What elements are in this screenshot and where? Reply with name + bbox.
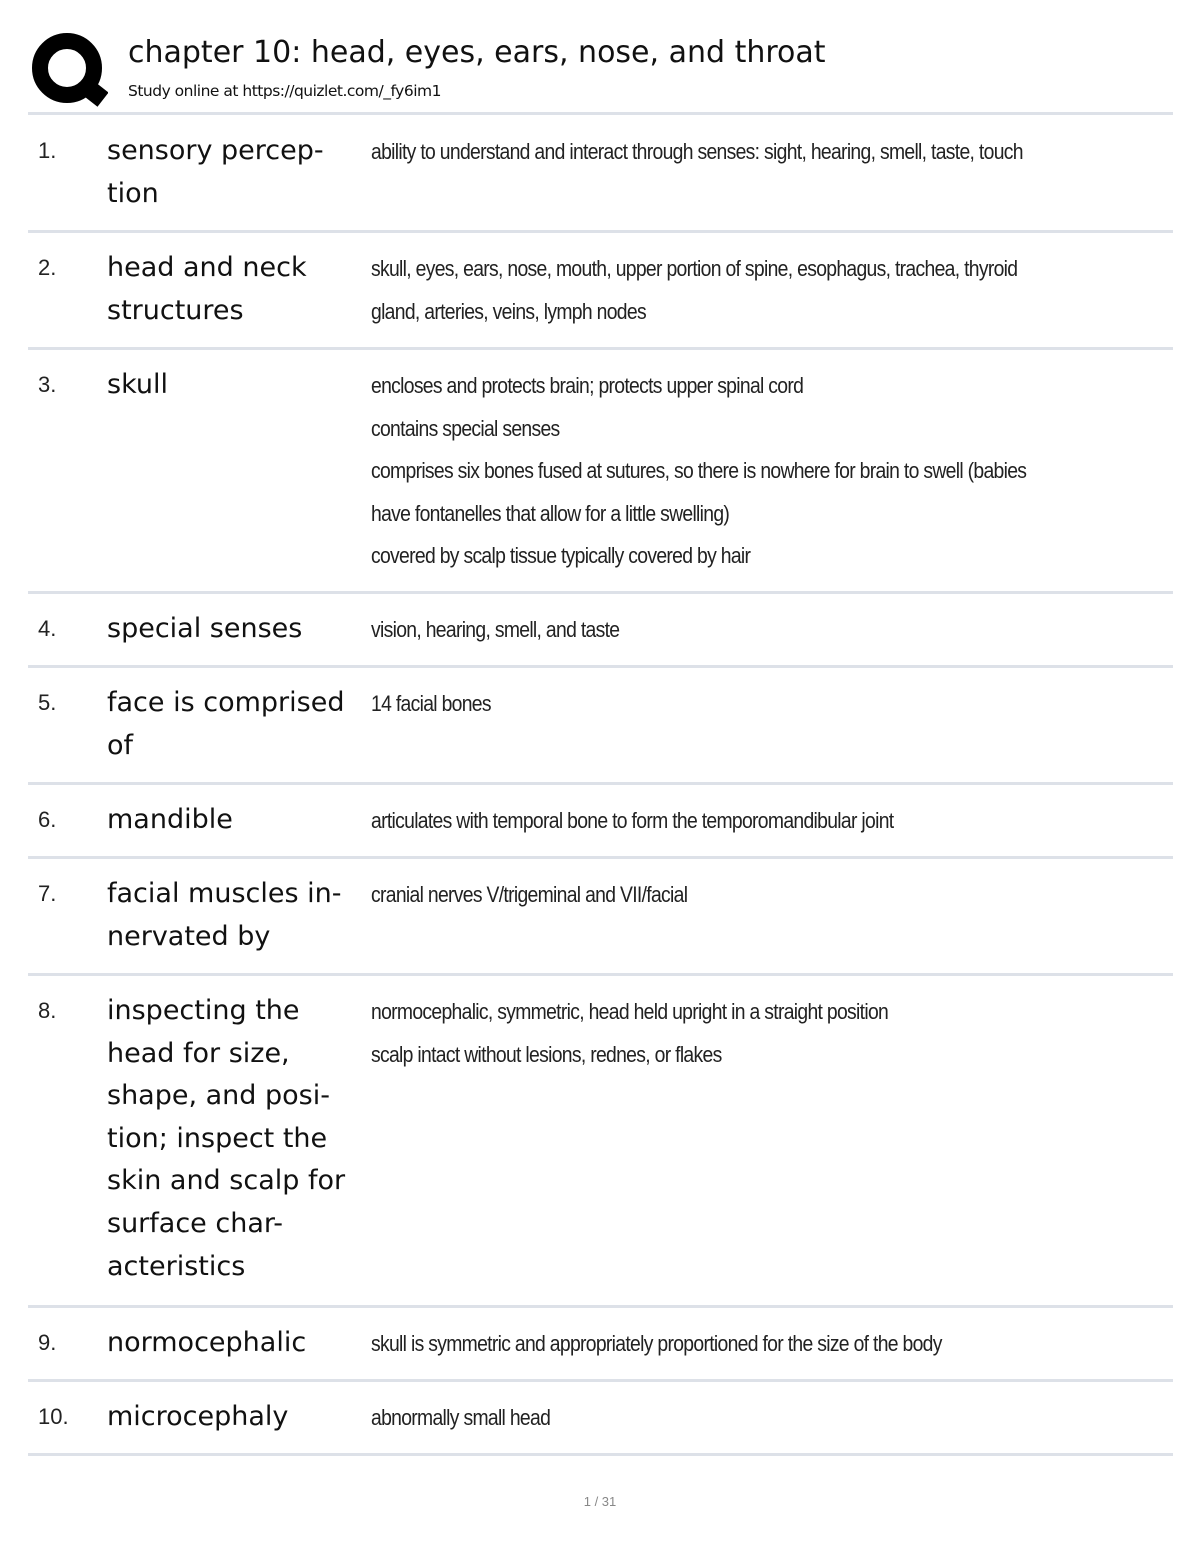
card-term: head and neck structures: [107, 252, 307, 326]
definition-line: comprises six bones fused at sutures, so there is nowhere for brain to swell (babies have fontanelles that allow for a little swelling): [371, 458, 1027, 526]
flashcard-row: [28, 1382, 1173, 1456]
card-number: 4.: [38, 616, 57, 641]
definition-line: skull is symmetric and appropriately proportioned for the size of the body: [371, 1331, 942, 1356]
flashcard-row: [28, 116, 1173, 233]
card-number: 8.: [38, 998, 57, 1023]
card-term: microcephaly: [107, 1401, 289, 1432]
definition-line: scalp intact without lesions, rednes, or flakes: [371, 1041, 722, 1067]
definition-line: ability to understand and interact through senses: sight, hearing, smell, taste, touch: [371, 139, 1023, 164]
card-number: 2.: [38, 255, 57, 280]
flashcard-row: [28, 976, 1173, 1308]
card-definition: [371, 364, 1061, 578]
card-term: sensory percep- tion: [107, 135, 324, 209]
card-definition: [371, 799, 1061, 843]
definition-line: vision, hearing, smell, and taste: [371, 617, 620, 642]
quizlet-logo-icon: [30, 30, 108, 108]
card-definition: [371, 1396, 1061, 1440]
card-term: face is comprised of: [107, 687, 345, 761]
card-definition: [371, 990, 1061, 1076]
card-definition: [371, 682, 1061, 726]
card-number: 5.: [38, 690, 57, 715]
study-online-line: [128, 78, 441, 104]
card-term: mandible: [107, 804, 233, 835]
definition-line: 14 facial bones: [371, 691, 491, 716]
card-number: 10.: [38, 1404, 69, 1429]
card-number: 1.: [38, 138, 57, 163]
definition-line: skull, eyes, ears, nose, mouth, upper portion of spine, esophagus, trachea, thyroid gland, arteries, veins, lymph nodes: [371, 256, 1018, 324]
flashcard-row: [28, 1308, 1173, 1382]
definition-line: cranial nerves V/trigeminal and VII/facial: [371, 882, 688, 907]
page-title: chapter 10: head, eyes, ears, nose, and throat: [128, 35, 826, 70]
flashcard-row: [28, 785, 1173, 859]
card-term: facial muscles in- nervated by: [107, 878, 342, 952]
card-term: inspecting the head for size, shape, and posi- tion; inspect the skin and scalp for surface char- acteristics: [107, 995, 346, 1282]
card-definition: [371, 873, 1061, 917]
definition-line: normocephalic, symmetric, head held upright in a straight position: [371, 999, 889, 1024]
definition-line: abnormally small head: [371, 1405, 551, 1430]
card-number: 3.: [38, 372, 57, 397]
flashcard-row: [28, 668, 1173, 785]
study-online-link[interactable]: https://quizlet.com/_fy6im1: [242, 82, 441, 100]
card-term: special senses: [107, 613, 303, 644]
page-header: [30, 30, 1172, 114]
flashcard-row: [28, 350, 1173, 594]
card-term: skull: [107, 369, 168, 400]
card-definition: [371, 247, 1061, 333]
card-definition: [371, 130, 1061, 174]
flashcard-row: [28, 594, 1173, 668]
card-number: 9.: [38, 1330, 57, 1355]
definition-line: covered by scalp tissue typically covered by hair: [371, 543, 751, 569]
flashcard-row: [28, 859, 1173, 976]
page-number: 1 / 31: [583, 1494, 617, 1509]
definition-line: articulates with temporal bone to form the temporomandibular joint: [371, 808, 894, 833]
flashcard-list: [28, 116, 1173, 1456]
card-definition: [371, 608, 1061, 652]
definition-line: encloses and protects brain; protects upper spinal cord: [371, 373, 804, 398]
header-divider: [28, 112, 1173, 115]
card-number: 6.: [38, 807, 57, 832]
card-number: 7.: [38, 881, 57, 906]
flashcard-row: [28, 233, 1173, 350]
card-definition: [371, 1322, 1061, 1366]
definition-line: contains special senses: [371, 415, 560, 441]
card-term: normocephalic: [107, 1327, 307, 1358]
study-online-label: Study online at: [128, 82, 243, 100]
